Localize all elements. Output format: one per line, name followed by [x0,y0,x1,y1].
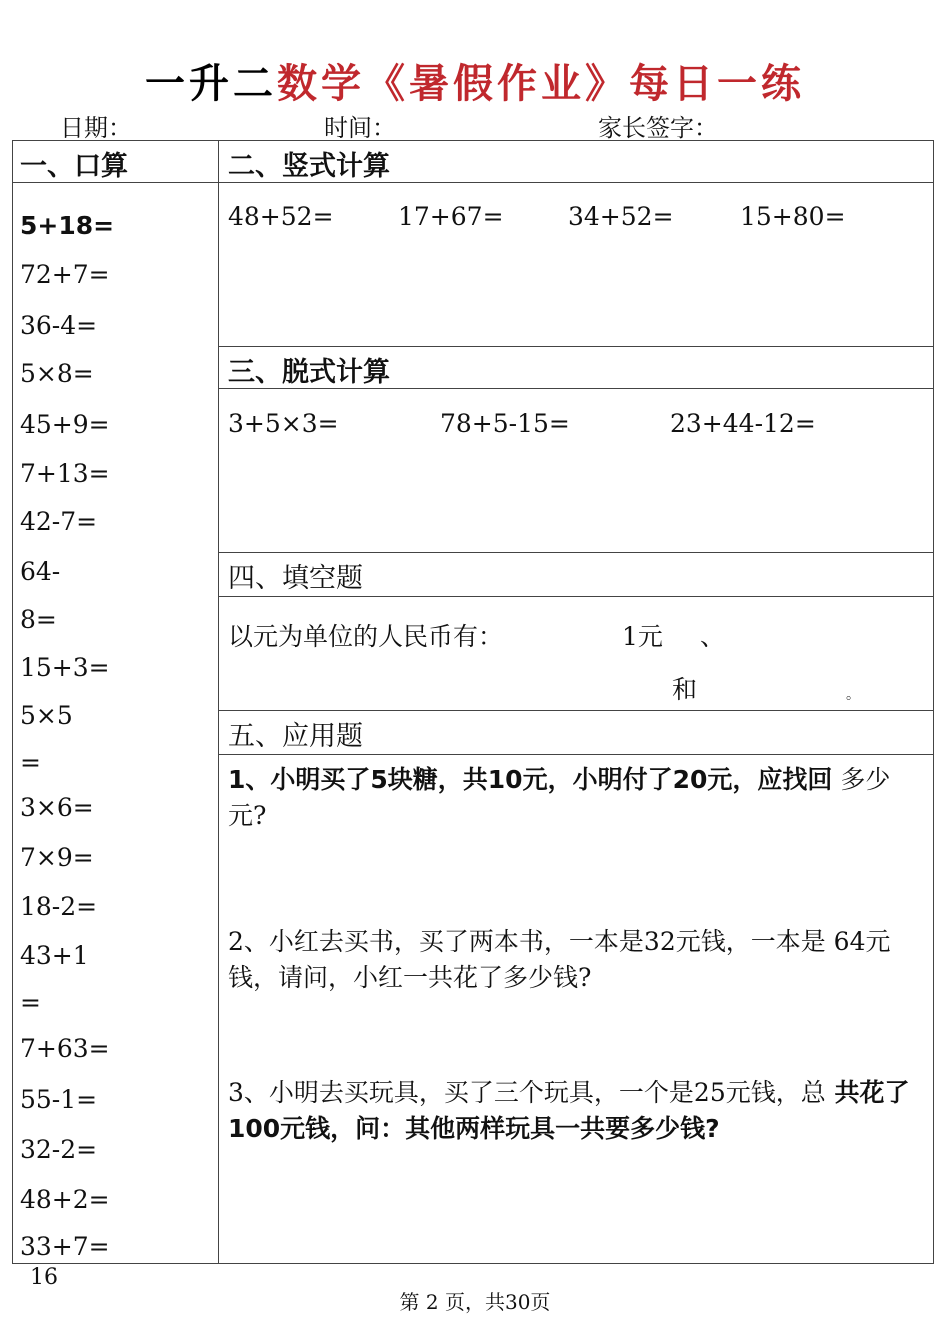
oral-item: 55-1= [20,1085,98,1114]
title-grade: 一升二 [145,61,277,107]
oral-item: 7×9= [20,843,94,872]
divider [218,596,934,597]
divider [218,552,934,553]
divider [218,754,934,755]
divider [218,346,934,347]
fill-separator: 、 [700,622,726,651]
fill-item: 1元 [622,622,663,651]
word-problem-3-start: 3、小明去买玩具，买了三个玩具，一个是25元钱，总 [228,1078,826,1107]
divider [218,710,934,711]
vertical-item: 17+67= [398,202,504,231]
column-divider [218,140,219,1264]
word-problem-1-end: 多少元? [228,765,891,830]
oral-item: 43+1 [20,941,89,970]
oral-item: 45+9= [20,410,110,439]
vertical-item: 48+52= [228,202,334,231]
word-problem-3 [228,1075,928,1147]
vertical-header: 二、竖式计算 [228,151,390,182]
oral-item: 72+7= [20,260,110,289]
word-header: 五、应用题 [228,721,363,752]
page-number: 16 [30,1265,58,1290]
vertical-item: 15+80= [740,202,846,231]
fill-header: 四、填空题 [228,563,363,594]
oral-item: = [20,988,41,1017]
vertical-item: 34+52= [568,202,674,231]
word-problem-1-main: 1、小明买了5块糖，共10元，小明付了20元，应找回 [228,765,833,794]
header-row-divider [12,182,934,183]
page-title [0,52,950,109]
oral-item: 33+7= [20,1232,110,1261]
fill-period: 。 [846,687,860,703]
stepwise-header: 三、脱式计算 [228,357,390,388]
oral-item: 5×8= [20,359,94,388]
fill-question: 以元为单位的人民币有： [228,622,504,651]
oral-item: 42-7= [20,507,98,536]
oral-item: 5×5 [20,701,73,730]
oral-item: = [20,748,41,777]
oral-header: 一、口算 [20,151,128,182]
page-footer: 第 2 页，共30页 [399,1290,551,1314]
word-problem-3-main: 共花了100元钱，问：其他两样玩具一共要多少钱? [228,1078,910,1143]
word-problem-1 [228,762,928,834]
oral-item: 18-2= [20,892,98,921]
date-label: 日期： [60,114,132,142]
stepwise-item: 78+5-15= [440,409,570,438]
oral-item: 36-4= [20,311,98,340]
fill-and: 和 [672,675,698,704]
oral-item: 48+2= [20,1185,110,1214]
oral-item: 3×6= [20,793,94,822]
stepwise-item: 3+5×3= [228,409,339,438]
word-problem-2: 2、小红去买书，买了两本书，一本是32元钱，一本是 64元钱，请问，小红一共花了多少钱? [228,927,891,992]
oral-item: 8= [20,605,57,634]
oral-item: 7+63= [20,1034,110,1063]
oral-item: 5+18= [20,211,115,240]
title-subject: 数学《暑假作业》每日一练 [277,61,805,107]
oral-item: 15+3= [20,653,110,682]
oral-item: 64- [20,557,61,586]
oral-item: 32-2= [20,1135,98,1164]
time-label: 时间： [324,114,396,142]
parent-sign-label: 家长签字： [598,114,718,142]
oral-item: 7+13= [20,459,110,488]
stepwise-item: 23+44-12= [670,409,816,438]
